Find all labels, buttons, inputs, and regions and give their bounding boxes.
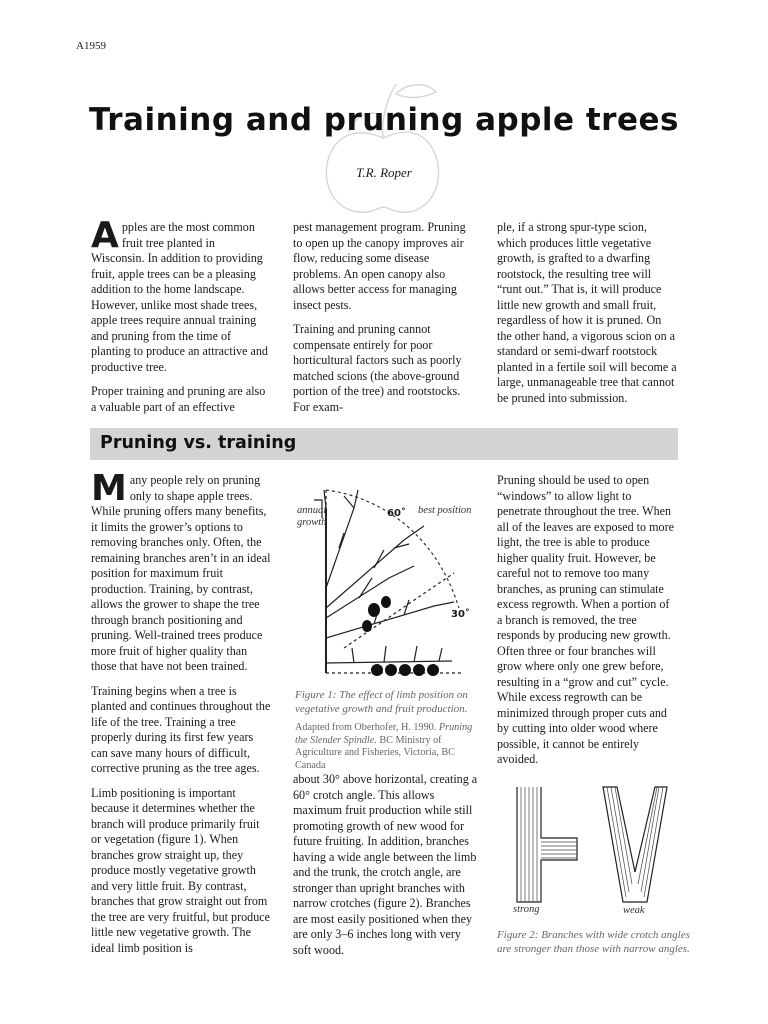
paragraph: Training and pruning cannot compensate entirely for poor horticultural factors such as poorly matched scions (the above-ground portion of the tree) and rootstocks. For exam- <box>293 322 462 414</box>
figure2-illustration <box>505 782 680 907</box>
intro-column-3 <box>497 220 677 415</box>
paragraph: ple, if a strong spur-type scion, which produces little vegetative growth, is grafted to a dwarfing rootstock, the resulting tree will “runt out.” That is, it will produce little new growth and small fruit, regardless of how it is pruned. On the other hand, a vigorous scion on a standard or semi-dwarf rootstock planted in a fertile soil will become a large, unmanageable tree that cannot be pruned into submission. <box>497 220 677 405</box>
paragraph: Limb positioning is important because it determines whether the branch will produce primarily fruit or vegetation (figure 1). When branches grow straight up, they produce mostly vegetative growth and very little fruit. By contrast, branches that grow straight out from the tree are very fruitful, but produce little new vegetative growth. The ideal limb position is <box>91 785 270 955</box>
figure2-caption: Figure 2: Branches with wide crotch angles are stronger than those with narrow angles. <box>497 929 690 955</box>
paragraph: pest management program. Pruning to open up the canopy improves air flow, reducing some disease problems. An open canopy also allows better access for managing insect pests. <box>293 220 466 312</box>
author: T.R. Roper <box>356 165 412 180</box>
section-heading: Pruning vs. training <box>100 433 297 453</box>
figure1-label-60: 60˚ <box>387 508 406 519</box>
page-title: Training and pruning apple trees <box>89 102 679 138</box>
figure1-caption: Figure 1: The effect of limb position on vegetative growth and fruit production. <box>295 689 468 715</box>
figure1-label: growth <box>297 517 327 528</box>
paragraph: pples are the most common fruit tree planted in Wisconsin. In addition to providing fruit, apple trees can be a pleasing addition to the home landscape. However, unlike most shade trees, apple trees require annual training and pruning from the time of planting to produce an attractive and productive tree. <box>91 220 268 374</box>
figure1-credit <box>295 722 480 772</box>
figure2-label-strong: strong <box>513 904 540 915</box>
apple-watermark-icon <box>318 72 448 222</box>
section-heading-band <box>90 428 678 460</box>
figure2-label-weak: weak <box>623 905 645 916</box>
credit-text: BC Ministry of Agriculture and Fisheries, Victoria, BC Canada <box>295 734 455 771</box>
intro-column-2 <box>293 220 473 424</box>
dropcap: A <box>91 215 119 256</box>
figure1-label-annual-growth <box>297 505 326 529</box>
paragraph: about 30° above horizontal, creating a 60° crotch angle. This allows maximum fruit production while still promoting growth of new wood for future fruiting. In addition, branches having a wide angle between the limb and the trunk, the crotch angle, are stronger than upright branches with narrow crotches (figure 2). Branches are most easily positioned when they are only 3–6 inches long with very soft wood. <box>293 772 478 957</box>
dropcap: M <box>91 468 127 509</box>
document-id: A1959 <box>76 40 106 52</box>
figure1-label: annual <box>297 505 327 516</box>
section-column-3 <box>497 473 677 777</box>
credit-title: Pruning the Slender Spindle. <box>295 722 473 746</box>
intro-column-1 <box>91 215 271 424</box>
section-column-2 <box>293 772 478 967</box>
paragraph: Training begins when a tree is planted and continues throughout the life of the tree. Training a tree properly during its first few years can save many hours of difficult, corrective pruning as the tree ages. <box>91 683 271 775</box>
paragraph: Proper training and pruning are also a valuable part of an effective <box>91 384 266 414</box>
figure1-label-30: 30˚ <box>451 609 470 620</box>
paragraph: any people rely on pruning only to shape apple trees. While pruning offers many benefits, it limits the grower’s options to removing branches only. Often, the remaining branches aren’t in an ideal position for maximum fruit production. Training, by contrast, allows the grower to shape the tree through branch positioning and pruning. Well-trained trees produce more fruit of higher quality than those that have not been trained. <box>91 473 271 673</box>
paragraph: Pruning should be used to open “windows” to allow light to penetrate throughout the tree. When all of the leaves are exposed to more light, the tree is able to produce higher quality fruit. However, be careful not to remove too many branches, as pruning can stimulate excess regrowth. When a portion of a branch is removed, the tree responds by producing new growth. Often three or four branches will grow where only one grew before, resulting in a “grow and cut” cycle. While excess regrowth can be minimized through proper cuts and by cutting into older wood where possible, it cannot be entirely avoided. <box>497 473 674 766</box>
credit-text: Adapted from Oberhofer, H. 1990. <box>295 722 437 733</box>
figure1-label-best: best position <box>418 505 472 516</box>
section-column-1 <box>91 468 271 965</box>
